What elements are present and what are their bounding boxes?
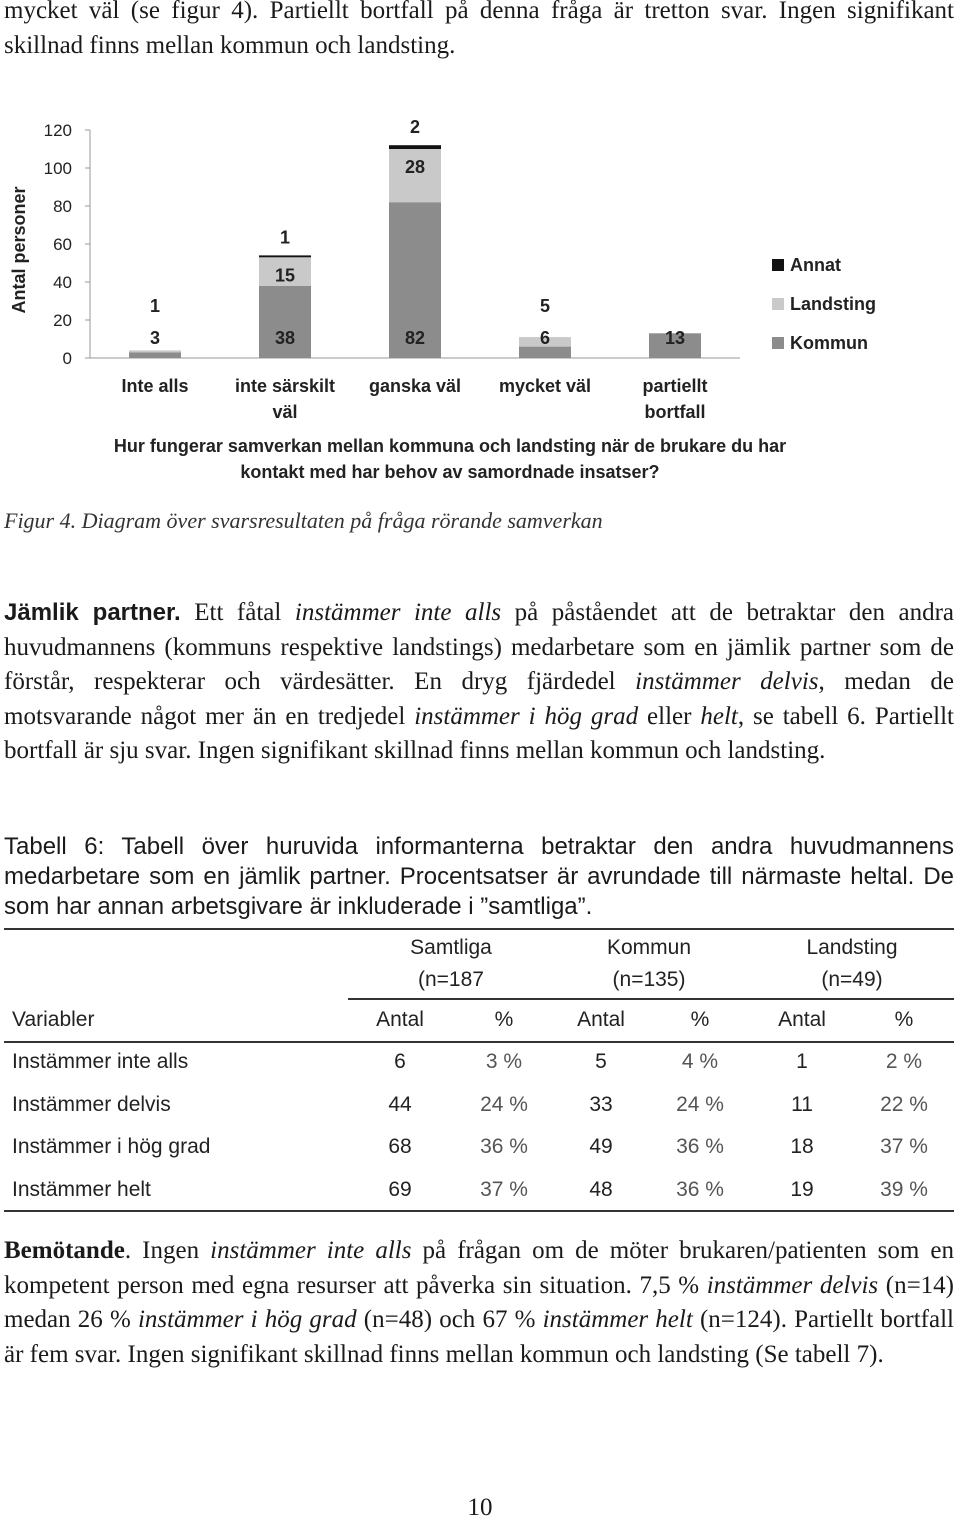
jamlik-text-1: Ett fåtal — [180, 599, 295, 626]
bars — [129, 145, 701, 358]
bemot-italic-2: instämmer delvis — [706, 1271, 879, 1299]
label-landsting: 15 — [274, 265, 296, 286]
group-n: (n=49) — [821, 968, 883, 991]
cell-antal: 68 — [388, 1135, 412, 1158]
table-bottom-rule — [4, 1210, 954, 1212]
jamlik-text-2: på påståendet att de betraktar den andra huvudmannens (kommuns respektive landstings) medarbetare som en jämlik partner som de förstår, respekterar och värdesätter. En dryg fjärdedel — [4, 599, 954, 695]
jamlik-text-5: , se tabell 6. Partiellt bortfall är sju svar. Ingen signifikant skillnad finns mellan kommun och landsting. — [4, 702, 954, 764]
jamlik-italic-3: instämmer i hög grad — [414, 702, 639, 730]
cell-percent: 22 % — [880, 1092, 928, 1116]
label-annat: 2 — [409, 117, 421, 138]
cell-antal: 5 — [595, 1050, 607, 1073]
table-group-header — [4, 932, 954, 1002]
cell-percent: 24 % — [480, 1092, 528, 1116]
figure-caption: Figur 4. Diagram över svarsresultaten på fråga rörande samverkan — [4, 508, 603, 533]
x-title-line: Hur fungerar samverkan mellan kommuna och landsting när de brukare du har — [113, 436, 787, 456]
category-label: ganska väl — [368, 376, 462, 396]
label-kommun: 13 — [664, 328, 686, 348]
bar-annat — [259, 255, 311, 257]
label-landsting: 1 — [149, 296, 161, 316]
bar-annat — [389, 145, 441, 149]
cell-antal: 69 — [388, 1177, 412, 1201]
legend-swatch-landsting — [772, 298, 784, 310]
col-percent: % — [494, 1008, 514, 1031]
cell-antal: 18 — [790, 1135, 814, 1158]
cell-percent: 24 % — [676, 1092, 724, 1116]
bar-kommun — [519, 347, 571, 358]
bemot-italic-1: instämmer inte alls — [210, 1237, 412, 1264]
legend — [772, 255, 876, 353]
x-title-line: kontakt med har behov av samordnade insatser? — [240, 462, 660, 482]
category-label: bortfall — [644, 402, 706, 422]
bemot-italic-4: instämmer helt — [542, 1306, 693, 1333]
bemot-italic-3: instämmer i hög grad — [137, 1306, 357, 1333]
jamlik-italic-1: instämmer inte alls — [294, 599, 502, 626]
cell-percent: 4 % — [681, 1050, 719, 1073]
col-antal: Antal — [577, 1008, 625, 1031]
bemotande-heading: Bemötande — [4, 1237, 125, 1264]
col-percent: % — [690, 1008, 710, 1031]
y-tick-label: 20 — [53, 311, 72, 330]
bemot-text-1: på frågan om de möter brukaren/patienten som en kompetent person med egna resurser att påverka sin situation. 7,5 % — [4, 1237, 954, 1299]
group-name: Kommun — [606, 936, 692, 959]
group-underline — [348, 998, 954, 1000]
category-label: väl — [272, 402, 298, 422]
category-label: mycket väl — [498, 376, 592, 396]
cell-percent: 36 % — [676, 1135, 724, 1158]
y-tick-label: 120 — [43, 121, 72, 140]
label-annat: 1 — [279, 227, 291, 248]
header-rule — [4, 1041, 954, 1043]
group-n: (n=187 — [418, 968, 484, 991]
bemot-text-2: (n=14) medan 26 % — [4, 1271, 954, 1333]
category-label: partiellt — [642, 376, 708, 396]
cell-antal: 48 — [589, 1177, 613, 1201]
cell-antal: 11 — [791, 1092, 813, 1116]
row-label: Instämmer helt — [12, 1177, 151, 1201]
cell-percent: 37 % — [480, 1177, 528, 1201]
jamlik-text-4: eller — [638, 702, 701, 730]
bemot-text-0: . Ingen — [124, 1237, 211, 1264]
cell-antal: 1 — [796, 1050, 808, 1073]
label-kommun: 6 — [539, 328, 551, 348]
bemot-text-4: (n=124). Partiellt bortfall är fem svar. Ingen signifikant skillnad finns mellan kommun och landsting (Se tabell 7). — [4, 1306, 954, 1368]
y-tick-label: 0 — [62, 349, 72, 368]
x-axis-title — [114, 436, 786, 482]
group-name: Landsting — [806, 936, 898, 959]
cell-antal: 33 — [589, 1092, 613, 1116]
table-top-rule — [4, 928, 954, 930]
group-kommun — [544, 932, 754, 996]
jamlik-italic-4: helt — [700, 702, 738, 730]
cell-percent: 36 % — [676, 1177, 724, 1201]
bemot-text-3: (n=48) och 67 % — [356, 1306, 543, 1333]
y-axis-title: Antal personer — [9, 186, 29, 314]
cell-antal: 49 — [589, 1135, 613, 1158]
row-label: Instämmer delvis — [12, 1092, 171, 1116]
samverkan-chart — [0, 108, 960, 498]
group-n: (n=135) — [612, 968, 686, 991]
category-label: inte särskilt — [234, 376, 336, 396]
cell-antal: 19 — [790, 1177, 814, 1201]
cell-percent: 36 % — [480, 1135, 528, 1158]
col-antal: Antal — [778, 1008, 826, 1031]
jamlik-paragraph — [4, 596, 954, 769]
category-label: Inte alls — [121, 376, 189, 396]
y-tick-label: 80 — [53, 197, 72, 216]
cell-percent: 39 % — [880, 1177, 928, 1201]
y-tick-label: 100 — [43, 159, 72, 178]
col-percent: % — [894, 1008, 914, 1031]
row-label: Instämmer inte alls — [12, 1050, 189, 1073]
label-landsting: 5 — [539, 296, 551, 316]
bar-landsting — [129, 350, 181, 352]
cell-percent: 2 % — [885, 1050, 923, 1073]
row-label: Instämmer i hög grad — [12, 1135, 211, 1158]
y-tick-label: 60 — [53, 235, 72, 254]
bemotande-paragraph — [4, 1234, 954, 1372]
legend-label: Kommun — [790, 333, 868, 353]
col-variabler: Variabler — [12, 1008, 95, 1031]
intro-paragraph — [4, 0, 954, 63]
jamlik-text-3: , medan de motsvarande något mer än en tredjedel — [4, 668, 954, 730]
jamlik-heading: Jämlik partner. — [4, 599, 181, 626]
legend-label: Annat — [790, 255, 841, 275]
label-kommun: 82 — [404, 328, 426, 348]
label-kommun: 38 — [274, 328, 296, 348]
cell-percent: 3 % — [485, 1050, 523, 1073]
category-labels — [121, 376, 707, 422]
label-kommun: 3 — [149, 328, 161, 348]
table-caption: Tabell 6: Tabell över huruvida informanterna betraktar den andra huvudmannens medarbetare som en jämlik partner. Procentsatser är avrundade till närmaste heltal. De som har annan arbetsgivare är inkluderade i ”samtliga”. — [4, 833, 954, 920]
jamlik-italic-2: instämmer delvis — [635, 668, 819, 695]
y-tick-label: 40 — [53, 273, 72, 292]
cell-percent: 37 % — [880, 1135, 928, 1158]
label-landsting: 28 — [404, 157, 426, 177]
legend-label: Landsting — [790, 294, 876, 314]
legend-swatch-kommun — [772, 337, 784, 349]
group-landsting — [747, 932, 957, 996]
bar-kommun — [129, 352, 181, 358]
cell-antal: 6 — [394, 1050, 406, 1073]
group-samtliga — [346, 932, 556, 996]
cell-antal: 44 — [388, 1092, 412, 1116]
legend-swatch-annat — [772, 259, 784, 271]
intro-text: mycket väl (se figur 4). Partiellt bortfall på denna fråga är tretton svar. Ingen signifikant skillnad finns mellan kommun och landsting. — [4, 0, 954, 59]
col-antal: Antal — [376, 1008, 424, 1031]
group-name: Samtliga — [410, 936, 492, 959]
page-number: 10 — [467, 1494, 493, 1521]
